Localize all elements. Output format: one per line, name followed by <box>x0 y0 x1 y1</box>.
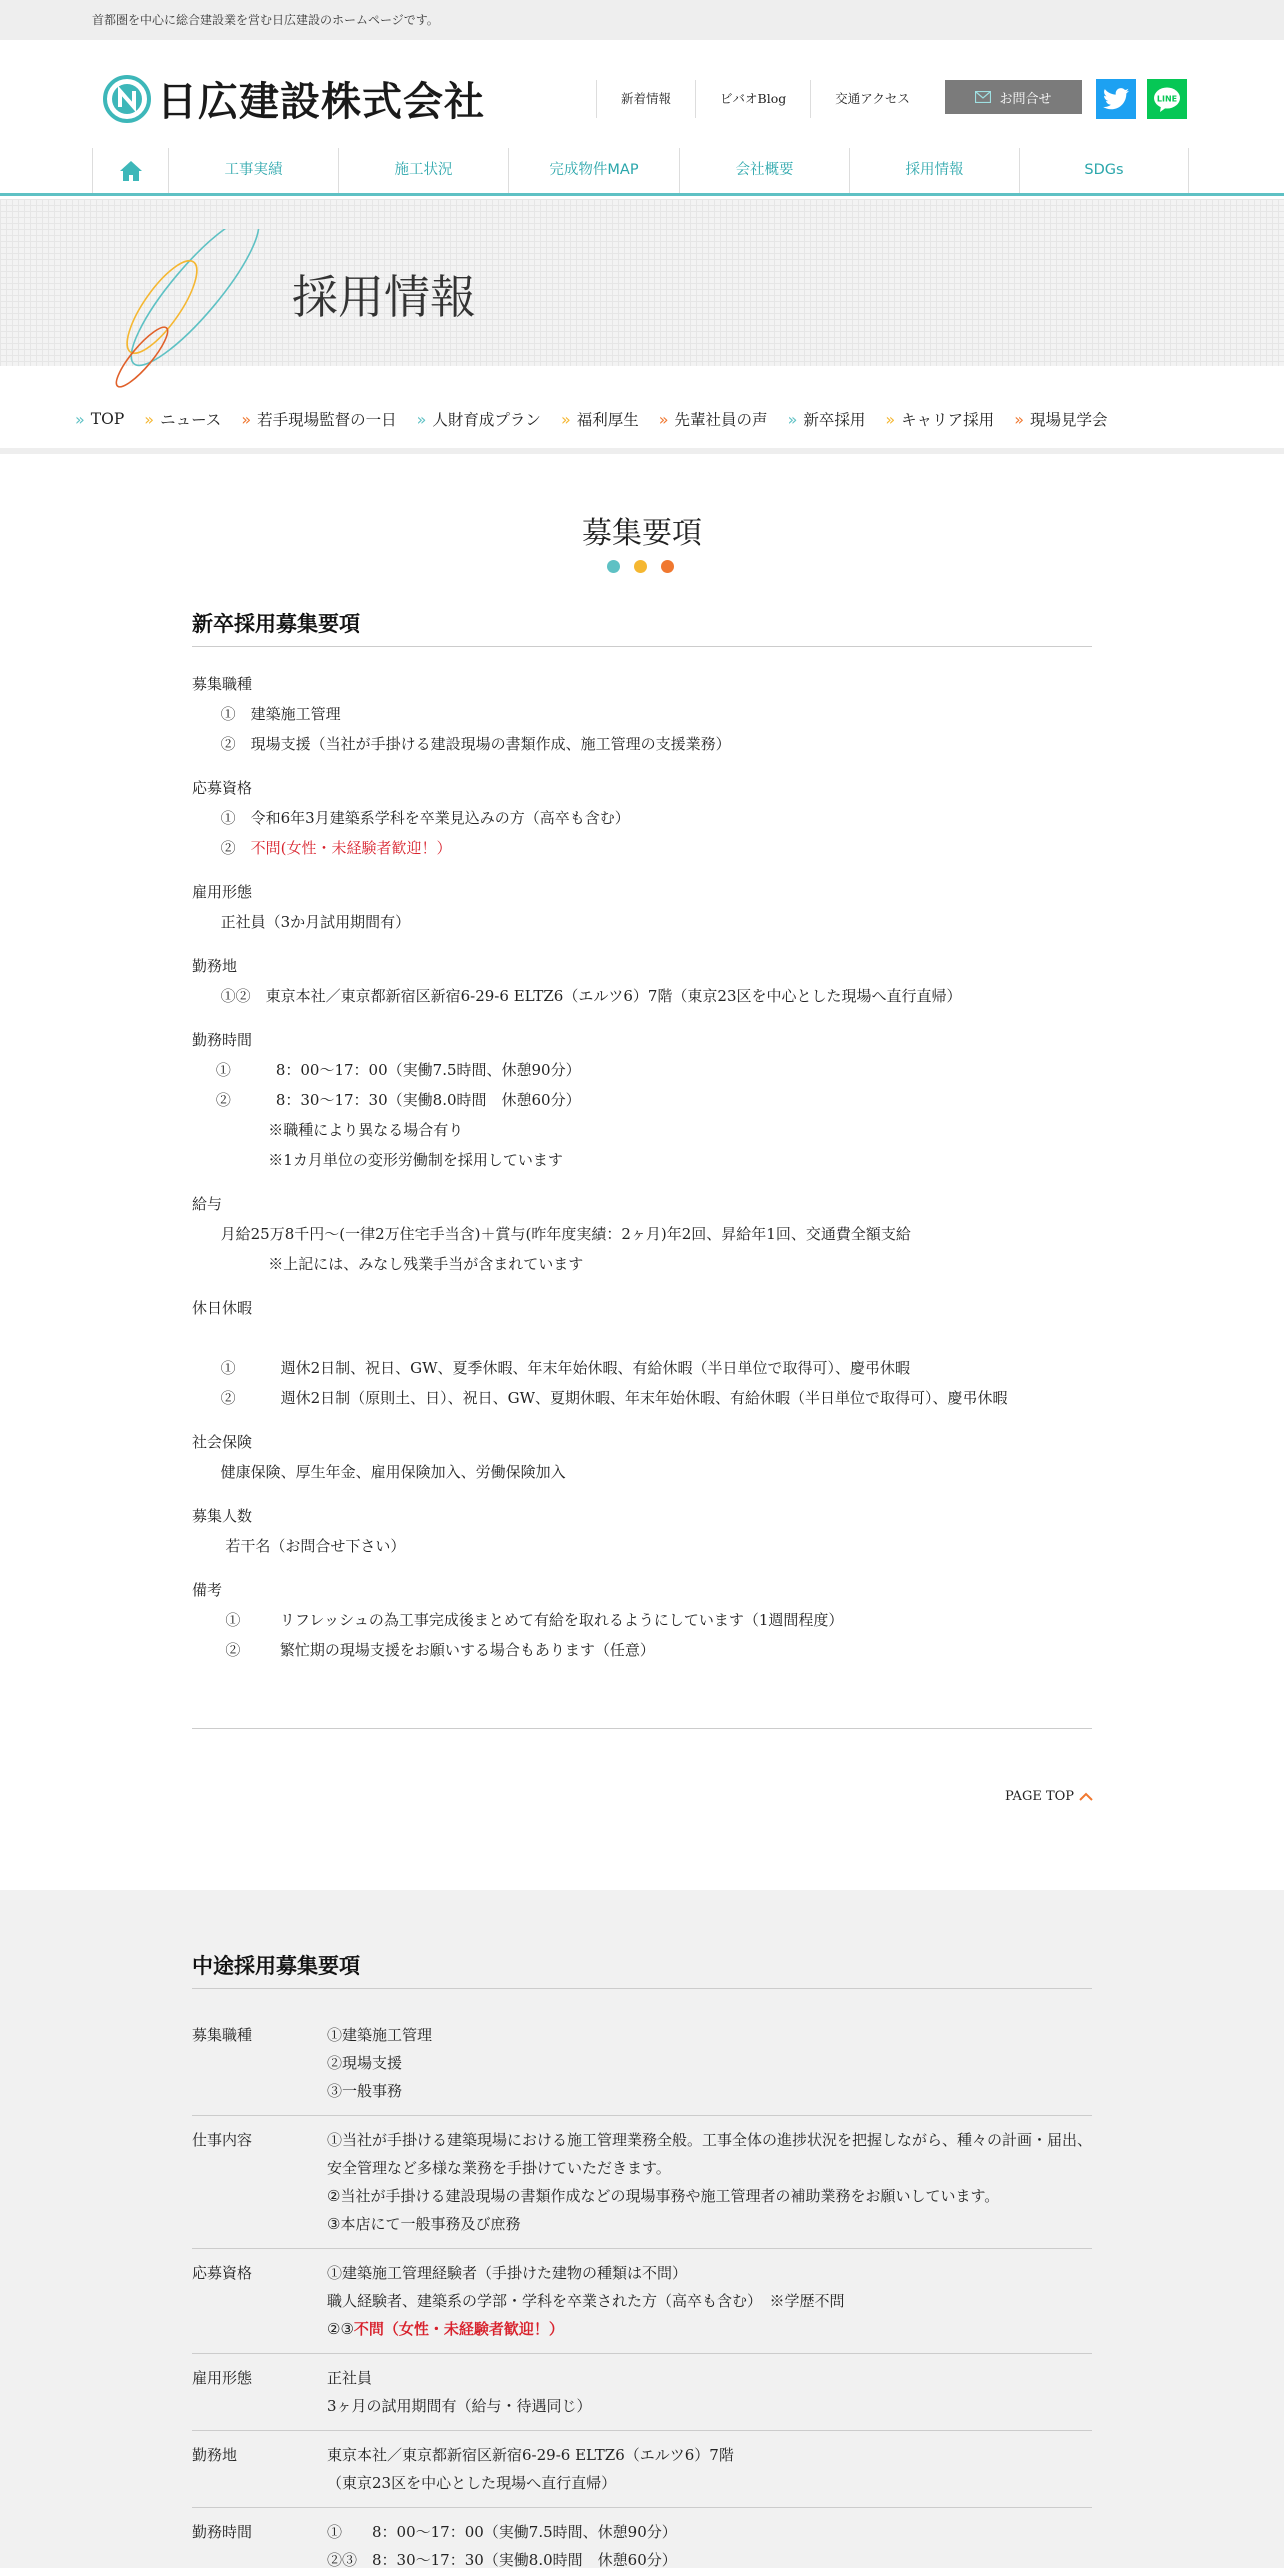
subnav-item-label: ニュース <box>160 411 222 429</box>
subnav-item-label: 人財育成プラン <box>432 411 541 429</box>
table-row <box>192 2011 1092 2116</box>
twitter-icon <box>1103 88 1129 110</box>
requirement-line <box>192 1249 1092 1279</box>
subnav-item[interactable] <box>659 408 768 430</box>
requirement-label: 備考 <box>192 1581 223 1599</box>
new-grad-heading: 新卒採用募集要項 <box>192 608 1092 647</box>
page-top-link[interactable] <box>1005 1789 1094 1804</box>
row-value-text: 正社員 3ヶ月の試用期間有（給与・待遇同じ） <box>327 2369 592 2415</box>
requirement-line <box>192 729 1092 759</box>
row-value <box>327 2126 1092 2238</box>
requirement-block <box>192 1427 1092 1487</box>
row-value <box>327 2441 1092 2497</box>
subnav-item[interactable] <box>561 408 639 430</box>
requirement-line <box>192 1605 1092 1635</box>
row-key: 雇用形態 <box>192 2369 253 2387</box>
nav-works[interactable]: 工事実績 <box>168 148 338 193</box>
requirement-line <box>192 1635 1092 1665</box>
row-key: 勤務時間 <box>192 2523 253 2541</box>
requirement-label: 社会保険 <box>192 1433 253 1451</box>
row-value-text: ①建築施工管理経験者（手掛けた建物の種類は不問） 職人経験者、建築系の学部・学科を卒業された方（高卒も含む） ※学歴不問 <box>327 2264 845 2310</box>
requirement-line <box>192 1531 1092 1561</box>
subnav-item-label: キャリア採用 <box>901 411 995 429</box>
requirement-line <box>192 1115 1092 1145</box>
table-row <box>192 2354 1092 2431</box>
subnav-item-label: 先輩社員の声 <box>674 411 768 429</box>
requirement-text: ② <box>192 839 251 857</box>
logo[interactable] <box>103 70 485 127</box>
table-row <box>192 2116 1092 2249</box>
requirement-line <box>192 699 1092 729</box>
requirement-block <box>192 951 1092 1011</box>
row-key: 勤務地 <box>192 2446 238 2464</box>
chevron-up-icon <box>1078 1792 1094 1802</box>
chevron-right-icon: » <box>241 409 252 429</box>
subnav-item-label: 新卒採用 <box>803 411 866 429</box>
mid-career-heading: 中途採用募集要項 <box>192 1950 1092 1989</box>
svg-text:LINE: LINE <box>1156 94 1178 104</box>
requirement-block <box>192 669 1092 759</box>
subnav-item[interactable] <box>417 408 541 430</box>
row-key: 募集職種 <box>192 2026 253 2044</box>
dot-yellow <box>634 560 647 573</box>
requirement-block <box>192 877 1092 937</box>
row-key: 仕事内容 <box>192 2131 253 2149</box>
chevron-right-icon: » <box>1014 409 1024 429</box>
contact-label: お問合せ <box>999 91 1052 107</box>
chevron-right-icon: » <box>144 409 155 429</box>
requirement-text: ① 8：00～17：00（実働7.5時間、休憩90分） <box>192 1061 581 1079</box>
requirement-label: 募集職種 <box>192 675 253 693</box>
requirement-label: 募集人数 <box>192 1507 253 1525</box>
requirement-text: ① リフレッシュの為工事完成後まとめて有給を取れるようにしています（1週間程度） <box>192 1611 844 1629</box>
mail-icon <box>975 91 991 103</box>
requirement-block <box>192 1501 1092 1561</box>
hero-banner <box>0 199 1284 366</box>
requirement-line <box>192 1383 1092 1413</box>
row-key: 応募資格 <box>192 2264 253 2282</box>
new-grad-section <box>192 608 1092 1679</box>
requirement-text: 正社員（3か月試用期間有） <box>192 913 411 931</box>
section-title: 募集要項 <box>582 516 702 551</box>
table-row <box>192 2508 1092 2568</box>
requirement-line <box>192 1085 1092 1115</box>
requirement-label: 勤務時間 <box>192 1031 253 1049</box>
nav-sdgs[interactable]: SDGs <box>1019 148 1189 193</box>
row-value-prefix: ②③ <box>327 2320 354 2338</box>
requirement-text: 若干名（お問合せ下さい） <box>192 1537 406 1555</box>
divider <box>192 1728 1092 1729</box>
requirement-line <box>192 1353 1092 1383</box>
logo-mark-icon <box>103 75 151 123</box>
title-dots <box>607 560 674 573</box>
highlight-text: 不問(女性・未経験者歓迎！） <box>250 839 452 857</box>
util-news-link[interactable]: 新着情報 <box>596 80 695 118</box>
requirement-text: ① 建築施工管理 <box>192 705 341 723</box>
row-value <box>327 2518 1092 2568</box>
dot-orange <box>661 560 674 573</box>
dot-teal <box>607 560 620 573</box>
subnav-item-label: 若手現場監督の一日 <box>257 411 397 429</box>
requirement-text <box>192 1329 197 1347</box>
mid-career-section <box>0 1890 1284 2568</box>
requirement-line <box>192 1219 1092 1249</box>
nav-home[interactable] <box>92 148 168 193</box>
nav-company[interactable]: 会社概要 <box>679 148 849 193</box>
chevron-right-icon: » <box>658 409 669 429</box>
requirement-line <box>192 803 1092 833</box>
highlight-text: 不問（女性・未経験者歓迎！） <box>353 2320 564 2338</box>
subnav-item-label: 現場見学会 <box>1029 411 1108 429</box>
subnav-item[interactable] <box>75 408 124 430</box>
row-value <box>327 2259 1092 2343</box>
requirement-text: ①② 東京本社／東京都新宿区新宿6-29-6 ELTZ6（エルツ6）7階（東京23区を中心とした現場へ直行直帰） <box>192 987 962 1005</box>
utility-nav <box>596 80 934 118</box>
requirement-text: ※1カ月単位の変形労働制を採用しています <box>192 1151 563 1169</box>
subnav-item-label: TOP <box>90 410 125 428</box>
requirement-text: ② 週休2日制（原則土、日）、祝日、GW、夏期休暇、年末年始休暇、有給休暇（半日単位で取得可）、慶弔休暇 <box>192 1389 1008 1407</box>
requirement-label: 給与 <box>192 1195 223 1213</box>
requirement-line <box>192 833 1092 863</box>
subnav-item[interactable] <box>144 408 221 430</box>
home-icon <box>119 160 143 182</box>
line-icon <box>1152 85 1182 113</box>
page-top-label: PAGE TOP <box>1005 1789 1075 1804</box>
requirement-text: ① 週休2日制、祝日、GW、夏季休暇、年末年始休暇、有給休暇（半日単位で取得可）、慶弔休暇 <box>192 1359 911 1377</box>
global-nav <box>0 148 1284 196</box>
row-value-text: ①当社が手掛ける建築現場における施工管理業務全般。工事全体の進捗状況を把握しながら、種々の計画・届出、安全管理など多様な業務を手掛けていただきます。 ②当社が手掛ける建設現場の書類作成などの現場事務や施工管理者の補助業務をお願いしています。 ③本店にて一般事務及び庶務 <box>327 2131 1093 2233</box>
nav-progress[interactable]: 施工状況 <box>338 148 508 193</box>
chevron-right-icon: » <box>885 409 896 429</box>
logo-text: 日広建設株式会社 <box>157 79 485 125</box>
requirement-text: ① 令和6年3月建築系学科を卒業見込みの方（高卒も含む） <box>192 809 630 827</box>
requirement-text: 月給25万8千円～(一律2万住宅手当含)＋賞与(昨年度実績：2ヶ月)年2回、昇給年1回、交通費全額支給 <box>192 1225 911 1243</box>
table-row <box>192 2249 1092 2354</box>
subnav-item[interactable] <box>885 408 994 430</box>
chevron-right-icon: » <box>75 409 85 429</box>
requirement-line <box>192 1145 1092 1175</box>
requirement-line <box>192 1055 1092 1085</box>
requirement-block <box>192 1025 1092 1175</box>
line-link[interactable] <box>1147 79 1187 119</box>
requirement-line <box>192 1323 1092 1353</box>
page-title: 採用情報 <box>292 270 476 324</box>
requirement-label: 休日休暇 <box>192 1299 253 1317</box>
requirement-text: 健康保険、厚生年金、雇用保険加入、労働保険加入 <box>192 1463 566 1481</box>
row-value-text: ①建築施工管理 ②現場支援 ③一般事務 <box>327 2026 433 2100</box>
chevron-right-icon: » <box>787 409 798 429</box>
nav-recruit[interactable]: 採用情報 <box>849 148 1019 193</box>
requirement-text: ※上記には、みなし残業手当が含まれています <box>192 1255 584 1273</box>
nav-map[interactable]: 完成物件MAP <box>508 148 679 193</box>
chevron-right-icon: » <box>416 409 427 429</box>
requirement-text: ② 8：30～17：30（実働8.0時間 休憩60分） <box>192 1091 581 1109</box>
site-tagline: 首都圏を中心に総合建設業を営む日広建設のホームページです。 <box>0 0 1284 40</box>
twitter-link[interactable] <box>1096 79 1136 119</box>
subnav-item[interactable] <box>241 408 396 430</box>
table-row <box>192 2431 1092 2508</box>
ellipse-decoration-icon <box>100 229 290 389</box>
requirement-text: ② 繁忙期の現場支援をお願いする場合もあります（任意） <box>192 1641 655 1659</box>
requirement-block <box>192 1575 1092 1665</box>
chevron-right-icon: » <box>560 409 571 429</box>
util-access-link[interactable]: 交通アクセス <box>810 80 934 118</box>
requirement-line <box>192 981 1092 1011</box>
requirement-label: 雇用形態 <box>192 883 253 901</box>
row-value <box>327 2021 1092 2105</box>
util-blog-link[interactable]: ビバオBlog <box>695 80 810 118</box>
requirement-line <box>192 1457 1092 1487</box>
requirement-block <box>192 1189 1092 1279</box>
subnav-item[interactable] <box>788 408 866 430</box>
requirement-text: ※職種により異なる場合有り <box>192 1121 464 1139</box>
row-value <box>327 2364 1092 2420</box>
requirement-block <box>192 1293 1092 1413</box>
sub-nav <box>0 386 1284 454</box>
requirement-label: 勤務地 <box>192 957 238 975</box>
requirement-block <box>192 773 1092 863</box>
requirement-text: ② 現場支援（当社が手掛ける建設現場の書類作成、施工管理の支援業務） <box>192 735 731 753</box>
row-value-text: ① 8：00～17：00（実働7.5時間、休憩90分） ②③ 8：30～17：30（実働8.0時間 休憩60分） <box>327 2523 677 2568</box>
contact-button[interactable] <box>945 80 1082 114</box>
row-value-text: 東京本社／東京都新宿区新宿6-29-6 ELTZ6（エルツ6）7階 （東京23区を中心とした現場へ直行直帰） <box>327 2446 734 2492</box>
requirement-label: 応募資格 <box>192 779 253 797</box>
requirement-line <box>192 907 1092 937</box>
subnav-item[interactable] <box>1014 408 1107 430</box>
subnav-item-label: 福利厚生 <box>576 411 639 429</box>
header <box>0 40 1284 148</box>
